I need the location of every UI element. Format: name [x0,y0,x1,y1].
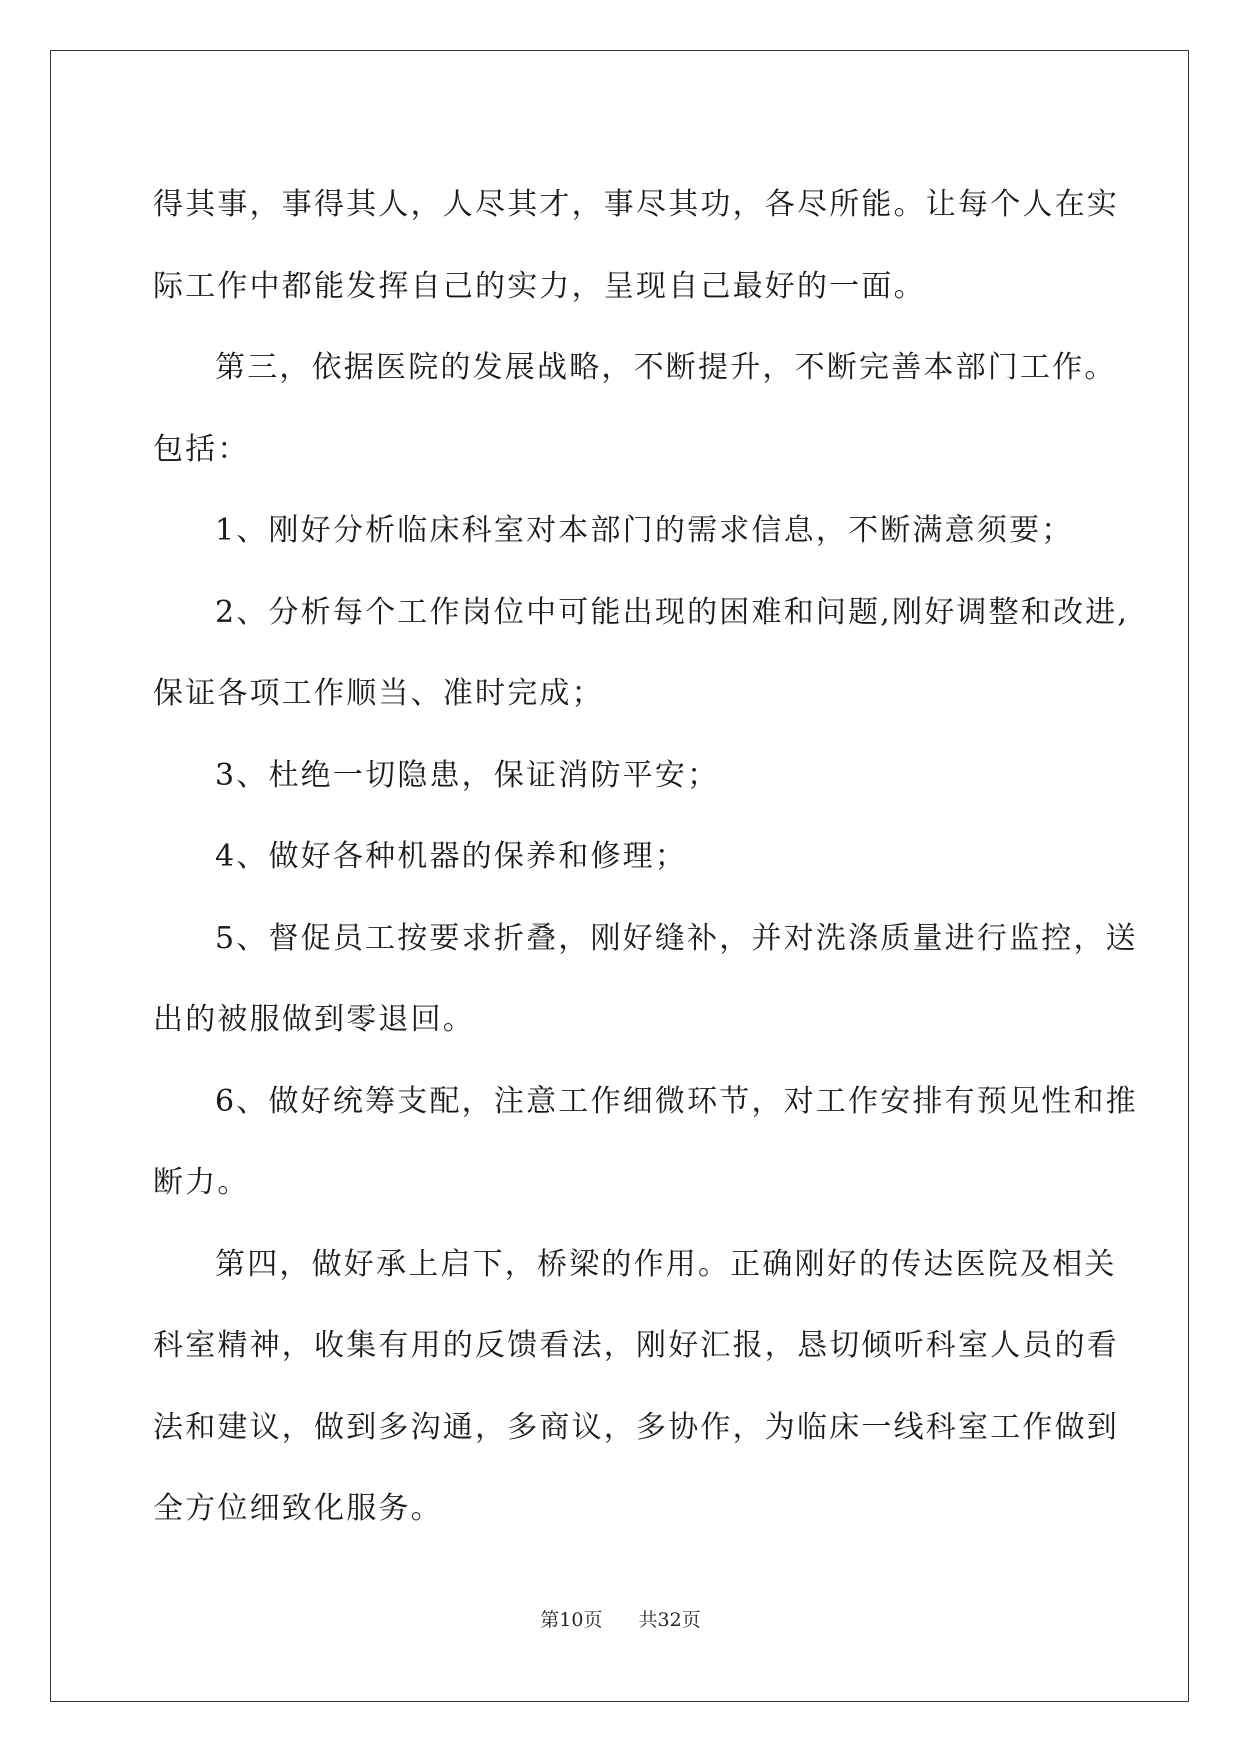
document-body [153,164,1138,1550]
page-number: 第10页 [540,1609,603,1631]
text-line: 1、刚好分析临床科室对本部门的需求信息，不断满意须要； [215,513,1074,548]
text-line: 5、督促员工按要求折叠，刚好缝补，并对洗涤质量进行监控，送 [215,920,1138,956]
text-line: 4、做好各种机器的保养和修理； [215,839,688,874]
text-line: 包括： [153,431,250,467]
text-line: 第三，依据医院的发展战略，不断提升，不断完善本部门工作。 [215,350,1117,385]
text-line: 际工作中都能发挥自己的实力，呈现自己最好的一面。 [153,268,926,304]
text-line: 断力。 [153,1165,250,1200]
text-line: 出的被服做到零退回。 [153,1002,475,1037]
text-line: 得其事，事得其人，人尽其才，事尽其功，各尽所能。让每个人在实 [153,187,1119,222]
page-footer [0,1605,1241,1632]
text-line: 6、做好统筹支配，注意工作细微环节，对工作安排有预见性和推 [215,1083,1138,1119]
text-line: 保证各项工作顺当、准时完成； [153,676,604,711]
text-line: 第四，做好承上启下，桥梁的作用。正确刚好的传达医院及相关 [215,1246,1117,1282]
text-line: 3、杜绝一切隐患，保证消防平安； [215,757,720,793]
text-line: 2、分析每个工作岗位中可能出现的困难和问题,刚好调整和改进, [215,594,1130,630]
page-total: 共32页 [638,1609,701,1631]
text-line: 全方位细致化服务。 [153,1491,443,1526]
text-line: 科室精神，收集有用的反馈看法，刚好汇报，恳切倾听科室人员的看 [153,1328,1119,1363]
text-line: 法和建议，做到多沟通，多商议，多协作，为临床一线科室工作做到 [153,1409,1119,1445]
